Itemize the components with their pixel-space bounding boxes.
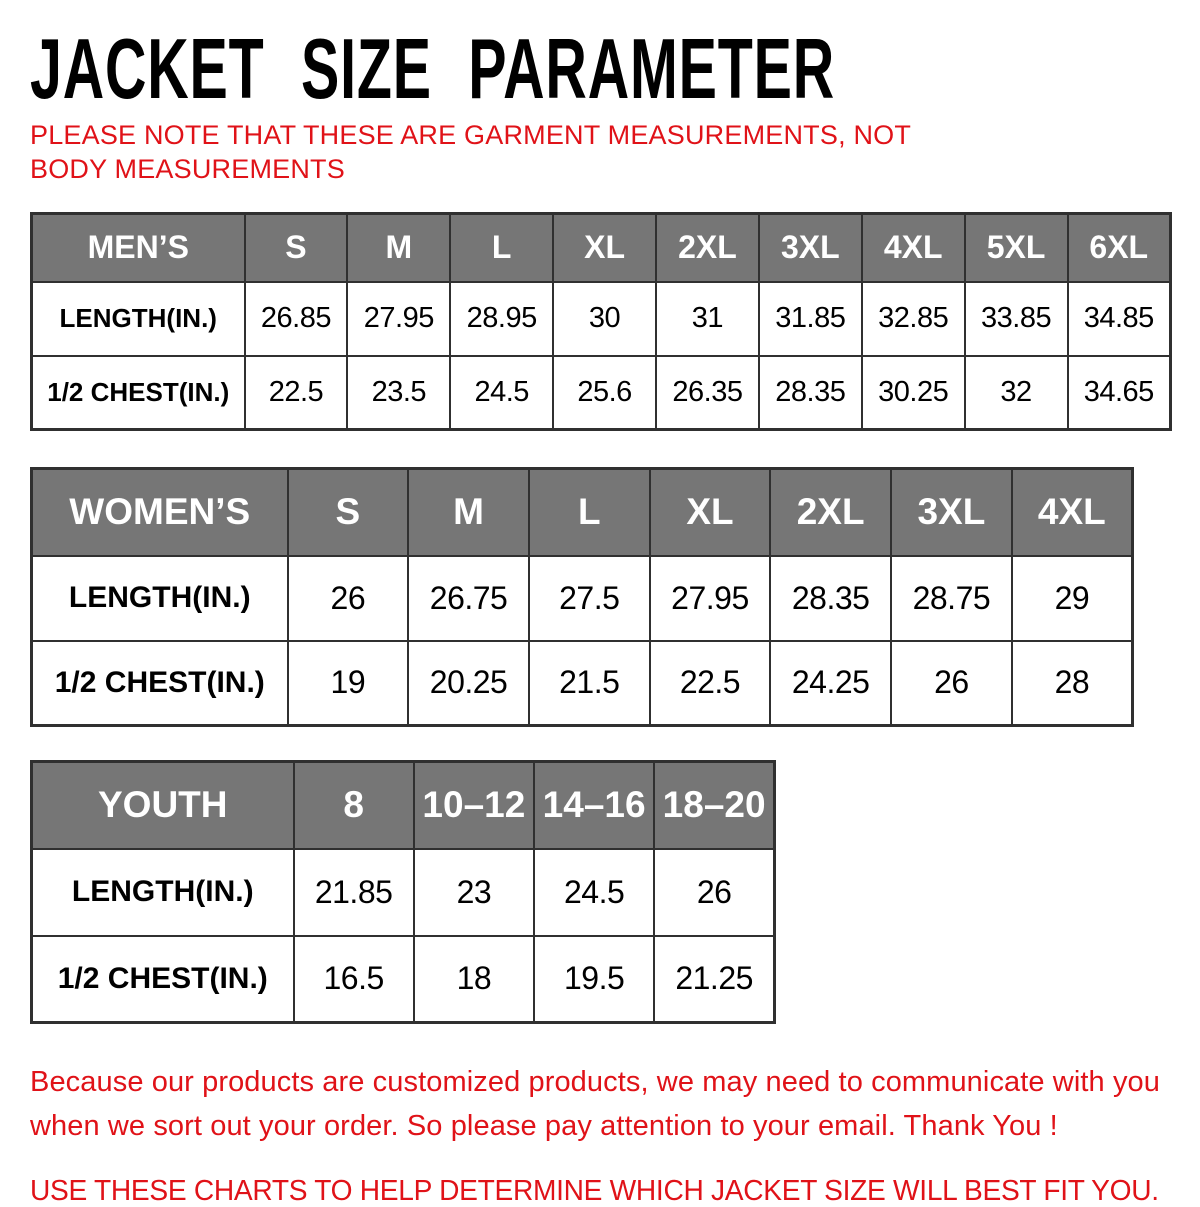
size-header-cell: S [288, 469, 409, 556]
value-cell: 27.95 [650, 556, 771, 641]
size-header-cell: 4XL [862, 214, 965, 282]
value-cell: 26.75 [408, 556, 529, 641]
value-cell: 31 [656, 282, 759, 356]
value-cell: 22.5 [650, 641, 771, 726]
value-cell: 32.85 [862, 282, 965, 356]
size-header-cell: 6XL [1068, 214, 1171, 282]
size-header-cell: 2XL [770, 469, 891, 556]
size-header-cell: S [245, 214, 348, 282]
table-row [32, 849, 775, 936]
value-cell: 27.5 [529, 556, 650, 641]
size-header-cell: XL [650, 469, 771, 556]
value-cell: 24.25 [770, 641, 891, 726]
value-cell: 29 [1012, 556, 1133, 641]
row-label-cell: LENGTH(IN.) [32, 556, 288, 641]
value-cell: 21.85 [294, 849, 414, 936]
size-header-cell: 2XL [656, 214, 759, 282]
size-header-cell: M [347, 214, 450, 282]
size-header-cell: 3XL [891, 469, 1012, 556]
value-cell: 22.5 [245, 356, 348, 430]
table-row [32, 282, 1171, 356]
value-cell: 30.25 [862, 356, 965, 430]
row-label-cell: 1/2 CHEST(IN.) [32, 356, 245, 430]
youth-size-table [30, 760, 776, 1024]
size-header-cell: 3XL [759, 214, 862, 282]
fit-guide-note: USE THESE CHARTS TO HELP DETERMINE WHICH JACKET SIZE WILL BEST FIT YOU. [30, 1175, 1159, 1207]
value-cell: 18 [414, 936, 534, 1023]
size-header-cell: 14–16 [534, 762, 654, 849]
size-header-cell: 4XL [1012, 469, 1133, 556]
value-cell: 23 [414, 849, 534, 936]
mens-size-table [30, 212, 1172, 431]
value-cell: 26 [891, 641, 1012, 726]
size-header-cell: 10–12 [414, 762, 534, 849]
size-header-cell: XL [553, 214, 656, 282]
table-row [32, 936, 775, 1023]
value-cell: 19.5 [534, 936, 654, 1023]
value-cell: 34.65 [1068, 356, 1171, 430]
page-title: JACKET SIZE PARAMETER [30, 21, 835, 117]
womens-size-table [30, 467, 1134, 727]
value-cell: 16.5 [294, 936, 414, 1023]
value-cell: 20.25 [408, 641, 529, 726]
value-cell: 26 [654, 849, 774, 936]
table-row [32, 641, 1133, 726]
value-cell: 25.6 [553, 356, 656, 430]
value-cell: 34.85 [1068, 282, 1171, 356]
value-cell: 33.85 [965, 282, 1068, 356]
value-cell: 28 [1012, 641, 1133, 726]
value-cell: 30 [553, 282, 656, 356]
value-cell: 26 [288, 556, 409, 641]
row-label-cell: LENGTH(IN.) [32, 282, 245, 356]
womens-table-title-cell: WOMEN’S [32, 469, 288, 556]
value-cell: 23.5 [347, 356, 450, 430]
row-label-cell: 1/2 CHEST(IN.) [32, 936, 294, 1023]
value-cell: 24.5 [450, 356, 553, 430]
table-row [32, 556, 1133, 641]
size-header-cell: 8 [294, 762, 414, 849]
value-cell: 31.85 [759, 282, 862, 356]
value-cell: 28.35 [770, 556, 891, 641]
value-cell: 24.5 [534, 849, 654, 936]
size-header-cell: 5XL [965, 214, 1068, 282]
value-cell: 26.35 [656, 356, 759, 430]
value-cell: 28.95 [450, 282, 553, 356]
mens-table-title-cell: MEN’S [32, 214, 245, 282]
value-cell: 26.85 [245, 282, 348, 356]
size-header-cell: 18–20 [654, 762, 774, 849]
value-cell: 21.25 [654, 936, 774, 1023]
garment-measurement-note: PLEASE NOTE THAT THESE ARE GARMENT MEASUREMENTS, NOT BODY MEASUREMENTS [30, 120, 911, 184]
value-cell: 27.95 [347, 282, 450, 356]
table-row [32, 356, 1171, 430]
value-cell: 19 [288, 641, 409, 726]
row-label-cell: 1/2 CHEST(IN.) [32, 641, 288, 726]
value-cell: 28.75 [891, 556, 1012, 641]
customization-contact-note: Because our products are customized products, we may need to communicate with you when we sort out your order. So please pay attention to your email. Thank You ! [30, 1066, 1160, 1142]
value-cell: 32 [965, 356, 1068, 430]
row-label-cell: LENGTH(IN.) [32, 849, 294, 936]
value-cell: 21.5 [529, 641, 650, 726]
size-header-cell: L [529, 469, 650, 556]
size-header-cell: M [408, 469, 529, 556]
value-cell: 28.35 [759, 356, 862, 430]
size-header-cell: L [450, 214, 553, 282]
youth-table-title-cell: YOUTH [32, 762, 294, 849]
